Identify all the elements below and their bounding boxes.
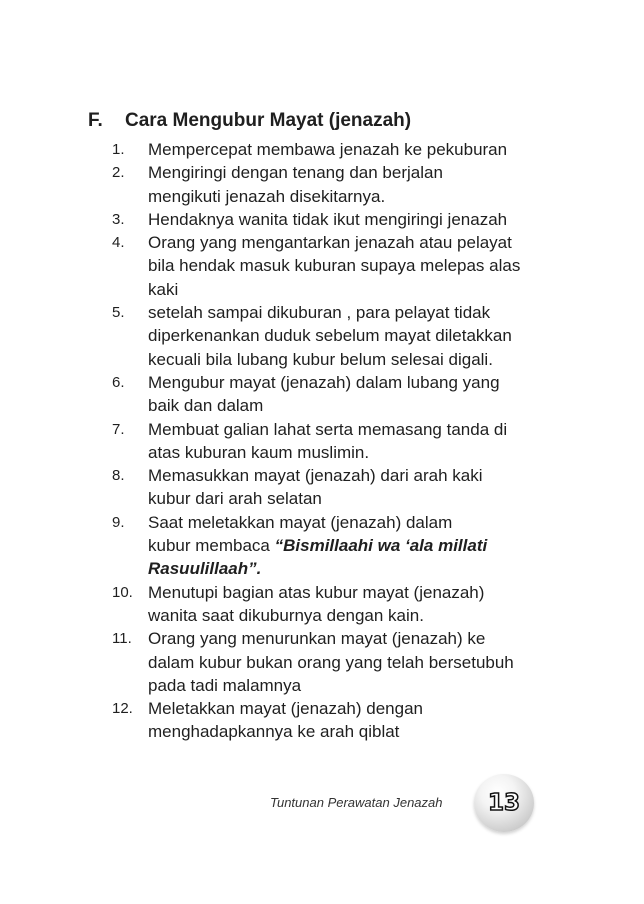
item-text: Orang yang mengantarkan jenazah atau pelayat bila hendak masuk kuburan supaya melepas alas kaki — [148, 233, 521, 299]
item-text: Mengubur mayat (jenazah) dalam lubang yang baik dan dalam — [148, 372, 500, 416]
item-text — [148, 511, 532, 581]
list-item — [112, 231, 532, 301]
list-item — [112, 371, 532, 418]
list-item — [112, 208, 532, 231]
list-item — [112, 161, 532, 208]
item-number: 4. — [112, 234, 125, 252]
item-text: Meletakkan mayat (jenazah) dengan menghadapkannya ke arah qiblat — [148, 699, 423, 742]
item-number: 8. — [112, 467, 125, 485]
item-number: 1. — [112, 141, 125, 158]
item-number: 11. — [112, 630, 132, 648]
item-number: 12. — [112, 700, 133, 718]
page-number: 13 — [487, 790, 520, 816]
item-number: 9. — [112, 513, 125, 531]
basmalah-quote: “Bismillaahi wa ‘ala millati Rasuulillaah”. — [148, 536, 488, 579]
list-item — [112, 464, 532, 511]
list-item — [112, 301, 532, 371]
list-item — [112, 581, 532, 628]
burial-steps-list — [112, 138, 532, 744]
item-number: 3. — [112, 210, 125, 228]
section-heading — [88, 108, 538, 134]
item-plain-text: Saat meletakkan mayat (jenazah) dalam kubur membaca — [148, 512, 453, 556]
item-text: Orang yang menurunkan mayat (jenazah) ke dalam kubur bukan orang yang telah bersetubuh pada tadi malamnya — [148, 629, 514, 695]
item-text: Menutupi bagian atas kubur mayat (jenazah) wanita saat dikuburnya dengan kain. — [148, 582, 485, 625]
item-text: Mempercepat membawa jenazah ke pekuburan — [148, 140, 508, 159]
footer-book-title: Tuntunan Perawatan Jenazah — [270, 795, 443, 810]
item-text: Hendaknya wanita tidak ikut mengiringi jenazah — [148, 209, 508, 229]
item-text: Membuat galian lahat serta memasang tanda di atas kuburan kaum muslimin. — [148, 419, 508, 462]
item-text: Mengiringi dengan tenang dan berjalan mengikuti jenazah disekitarnya. — [148, 163, 443, 206]
item-number: 10. — [112, 583, 133, 601]
list-item — [112, 511, 532, 581]
item-text: Memasukkan mayat (jenazah) dari arah kaki kubur dari arah selatan — [148, 466, 483, 509]
item-text: setelah sampai dikuburan , para pelayat tidak diperkenankan duduk sebelum mayat diletakkan kecuali bila lubang kubur belum selesai digali. — [148, 303, 512, 369]
list-item — [112, 418, 532, 465]
section-letter: F. — [88, 110, 103, 131]
list-item — [112, 627, 532, 697]
item-number: 7. — [112, 420, 125, 438]
list-item — [112, 697, 532, 744]
item-number: 5. — [112, 304, 125, 322]
section-title: Cara Mengubur Mayat (jenazah) — [125, 110, 412, 131]
item-number: 6. — [112, 373, 125, 391]
list-item — [112, 138, 532, 161]
item-number: 2. — [112, 164, 125, 182]
page-number-badge — [474, 774, 534, 832]
